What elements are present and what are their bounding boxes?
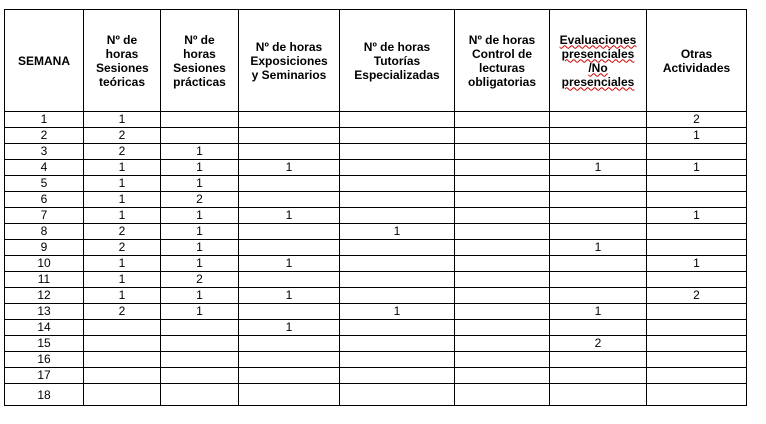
cell-sesiones-practicas: 1	[161, 144, 239, 160]
cell-otras-actividades: 2	[647, 112, 747, 128]
cell-evaluaciones	[550, 288, 647, 304]
cell-exposiciones-seminarios	[239, 176, 340, 192]
cell-control-lecturas	[455, 320, 550, 336]
table-row	[5, 112, 747, 128]
cell-otras-actividades	[647, 336, 747, 352]
cell-evaluaciones: 1	[550, 304, 647, 320]
table-row	[5, 240, 747, 256]
cell-semana: 10	[5, 256, 84, 272]
cell-sesiones-teoricas: 1	[84, 208, 161, 224]
cell-sesiones-teoricas: 2	[84, 224, 161, 240]
header-control-lecturas: Nº de horas Control de lecturas obligatorias	[455, 10, 550, 112]
header-sesiones-practicas: Nº de horas Sesiones prácticas	[161, 10, 239, 112]
cell-evaluaciones	[550, 368, 647, 384]
header-tutorias-especializadas: Nº de horas Tutorías Especializadas	[340, 10, 455, 112]
header-otras-actividades: Otras Actividades	[647, 10, 747, 112]
cell-exposiciones-seminarios: 1	[239, 160, 340, 176]
cell-sesiones-practicas: 1	[161, 208, 239, 224]
cell-tutorias-especializadas	[340, 256, 455, 272]
cell-sesiones-teoricas	[84, 352, 161, 368]
cell-otras-actividades	[647, 224, 747, 240]
table-row	[5, 208, 747, 224]
cell-sesiones-practicas	[161, 384, 239, 406]
cell-evaluaciones	[550, 352, 647, 368]
cell-control-lecturas	[455, 240, 550, 256]
cell-sesiones-practicas: 1	[161, 176, 239, 192]
cell-otras-actividades	[647, 144, 747, 160]
table-row	[5, 160, 747, 176]
cell-sesiones-practicas	[161, 320, 239, 336]
cell-tutorias-especializadas	[340, 208, 455, 224]
cell-sesiones-practicas: 1	[161, 160, 239, 176]
cell-sesiones-practicas: 1	[161, 256, 239, 272]
cell-tutorias-especializadas	[340, 320, 455, 336]
cell-sesiones-practicas	[161, 352, 239, 368]
cell-tutorias-especializadas	[340, 272, 455, 288]
cell-otras-actividades	[647, 304, 747, 320]
cell-exposiciones-seminarios	[239, 304, 340, 320]
weekly-hours-table	[4, 9, 747, 406]
table-row	[5, 288, 747, 304]
cell-control-lecturas	[455, 176, 550, 192]
cell-control-lecturas	[455, 368, 550, 384]
cell-sesiones-teoricas: 2	[84, 240, 161, 256]
cell-control-lecturas	[455, 160, 550, 176]
cell-sesiones-practicas	[161, 128, 239, 144]
table-row	[5, 128, 747, 144]
cell-otras-actividades: 1	[647, 256, 747, 272]
cell-otras-actividades	[647, 368, 747, 384]
cell-sesiones-practicas: 2	[161, 192, 239, 208]
cell-exposiciones-seminarios	[239, 240, 340, 256]
cell-tutorias-especializadas: 1	[340, 304, 455, 320]
cell-semana: 2	[5, 128, 84, 144]
cell-sesiones-practicas: 2	[161, 272, 239, 288]
header-row	[5, 10, 747, 112]
cell-otras-actividades	[647, 272, 747, 288]
cell-sesiones-teoricas	[84, 320, 161, 336]
cell-exposiciones-seminarios	[239, 144, 340, 160]
cell-tutorias-especializadas	[340, 192, 455, 208]
cell-control-lecturas	[455, 256, 550, 272]
cell-sesiones-teoricas	[84, 336, 161, 352]
table-row	[5, 304, 747, 320]
cell-control-lecturas	[455, 112, 550, 128]
cell-tutorias-especializadas	[340, 112, 455, 128]
cell-tutorias-especializadas	[340, 352, 455, 368]
header-evaluaciones: Evaluaciones presenciales /No presenciales	[550, 10, 647, 112]
table-row	[5, 384, 747, 406]
cell-otras-actividades	[647, 192, 747, 208]
header-sesiones-teoricas: Nº de horas Sesiones teóricas	[84, 10, 161, 112]
cell-semana: 18	[5, 384, 84, 406]
table-row	[5, 256, 747, 272]
cell-exposiciones-seminarios	[239, 128, 340, 144]
cell-tutorias-especializadas	[340, 144, 455, 160]
cell-exposiciones-seminarios	[239, 272, 340, 288]
table-row	[5, 352, 747, 368]
cell-control-lecturas	[455, 384, 550, 406]
cell-evaluaciones: 1	[550, 240, 647, 256]
cell-exposiciones-seminarios: 1	[239, 256, 340, 272]
cell-semana: 12	[5, 288, 84, 304]
cell-evaluaciones	[550, 208, 647, 224]
cell-otras-actividades: 1	[647, 160, 747, 176]
cell-semana: 7	[5, 208, 84, 224]
cell-semana: 17	[5, 368, 84, 384]
cell-sesiones-teoricas	[84, 384, 161, 406]
cell-sesiones-teoricas: 2	[84, 128, 161, 144]
cell-sesiones-teoricas	[84, 368, 161, 384]
cell-evaluaciones: 2	[550, 336, 647, 352]
cell-tutorias-especializadas	[340, 384, 455, 406]
cell-otras-actividades: 1	[647, 208, 747, 224]
cell-exposiciones-seminarios	[239, 112, 340, 128]
cell-control-lecturas	[455, 144, 550, 160]
header-exposiciones-seminarios: Nº de horas Exposiciones y Seminarios	[239, 10, 340, 112]
cell-semana: 16	[5, 352, 84, 368]
cell-semana: 9	[5, 240, 84, 256]
cell-control-lecturas	[455, 288, 550, 304]
header-semana: SEMANA	[5, 10, 84, 112]
table-row	[5, 320, 747, 336]
cell-exposiciones-seminarios: 1	[239, 288, 340, 304]
cell-sesiones-teoricas: 2	[84, 144, 161, 160]
cell-sesiones-practicas	[161, 368, 239, 384]
cell-otras-actividades	[647, 384, 747, 406]
cell-tutorias-especializadas	[340, 240, 455, 256]
cell-tutorias-especializadas	[340, 368, 455, 384]
cell-control-lecturas	[455, 128, 550, 144]
cell-control-lecturas	[455, 272, 550, 288]
cell-exposiciones-seminarios	[239, 192, 340, 208]
table-row	[5, 336, 747, 352]
cell-sesiones-teoricas: 1	[84, 272, 161, 288]
cell-exposiciones-seminarios: 1	[239, 320, 340, 336]
cell-evaluaciones	[550, 192, 647, 208]
cell-sesiones-teoricas: 1	[84, 256, 161, 272]
cell-sesiones-practicas: 1	[161, 224, 239, 240]
cell-semana: 1	[5, 112, 84, 128]
cell-sesiones-teoricas: 1	[84, 112, 161, 128]
cell-tutorias-especializadas	[340, 128, 455, 144]
cell-sesiones-teoricas: 1	[84, 160, 161, 176]
cell-evaluaciones: 1	[550, 160, 647, 176]
cell-semana: 3	[5, 144, 84, 160]
cell-semana: 8	[5, 224, 84, 240]
table-row	[5, 144, 747, 160]
cell-otras-actividades: 1	[647, 128, 747, 144]
cell-sesiones-practicas	[161, 112, 239, 128]
table-row	[5, 192, 747, 208]
cell-otras-actividades	[647, 352, 747, 368]
table-row	[5, 176, 747, 192]
cell-evaluaciones	[550, 384, 647, 406]
cell-evaluaciones	[550, 320, 647, 336]
cell-sesiones-teoricas: 1	[84, 176, 161, 192]
cell-otras-actividades	[647, 176, 747, 192]
cell-evaluaciones	[550, 272, 647, 288]
cell-exposiciones-seminarios	[239, 384, 340, 406]
cell-semana: 11	[5, 272, 84, 288]
cell-control-lecturas	[455, 352, 550, 368]
cell-sesiones-teoricas: 2	[84, 304, 161, 320]
table-row	[5, 224, 747, 240]
table-row	[5, 272, 747, 288]
cell-otras-actividades	[647, 240, 747, 256]
cell-semana: 4	[5, 160, 84, 176]
cell-evaluaciones	[550, 112, 647, 128]
cell-sesiones-teoricas: 1	[84, 288, 161, 304]
cell-exposiciones-seminarios	[239, 352, 340, 368]
cell-control-lecturas	[455, 304, 550, 320]
cell-exposiciones-seminarios	[239, 336, 340, 352]
cell-semana: 6	[5, 192, 84, 208]
cell-sesiones-teoricas: 1	[84, 192, 161, 208]
cell-tutorias-especializadas	[340, 336, 455, 352]
cell-control-lecturas	[455, 208, 550, 224]
cell-control-lecturas	[455, 336, 550, 352]
cell-otras-actividades: 2	[647, 288, 747, 304]
cell-exposiciones-seminarios	[239, 224, 340, 240]
cell-sesiones-practicas: 1	[161, 288, 239, 304]
cell-semana: 14	[5, 320, 84, 336]
cell-sesiones-practicas	[161, 336, 239, 352]
cell-evaluaciones	[550, 256, 647, 272]
cell-tutorias-especializadas	[340, 288, 455, 304]
cell-control-lecturas	[455, 224, 550, 240]
cell-sesiones-practicas: 1	[161, 240, 239, 256]
cell-semana: 5	[5, 176, 84, 192]
cell-evaluaciones	[550, 144, 647, 160]
cell-otras-actividades	[647, 320, 747, 336]
cell-evaluaciones	[550, 176, 647, 192]
cell-control-lecturas	[455, 192, 550, 208]
table-body	[5, 112, 747, 406]
cell-tutorias-especializadas: 1	[340, 224, 455, 240]
cell-sesiones-practicas: 1	[161, 304, 239, 320]
cell-semana: 13	[5, 304, 84, 320]
cell-evaluaciones	[550, 128, 647, 144]
cell-tutorias-especializadas	[340, 160, 455, 176]
cell-semana: 15	[5, 336, 84, 352]
cell-tutorias-especializadas	[340, 176, 455, 192]
cell-evaluaciones	[550, 224, 647, 240]
cell-exposiciones-seminarios: 1	[239, 208, 340, 224]
table-row	[5, 368, 747, 384]
cell-exposiciones-seminarios	[239, 368, 340, 384]
